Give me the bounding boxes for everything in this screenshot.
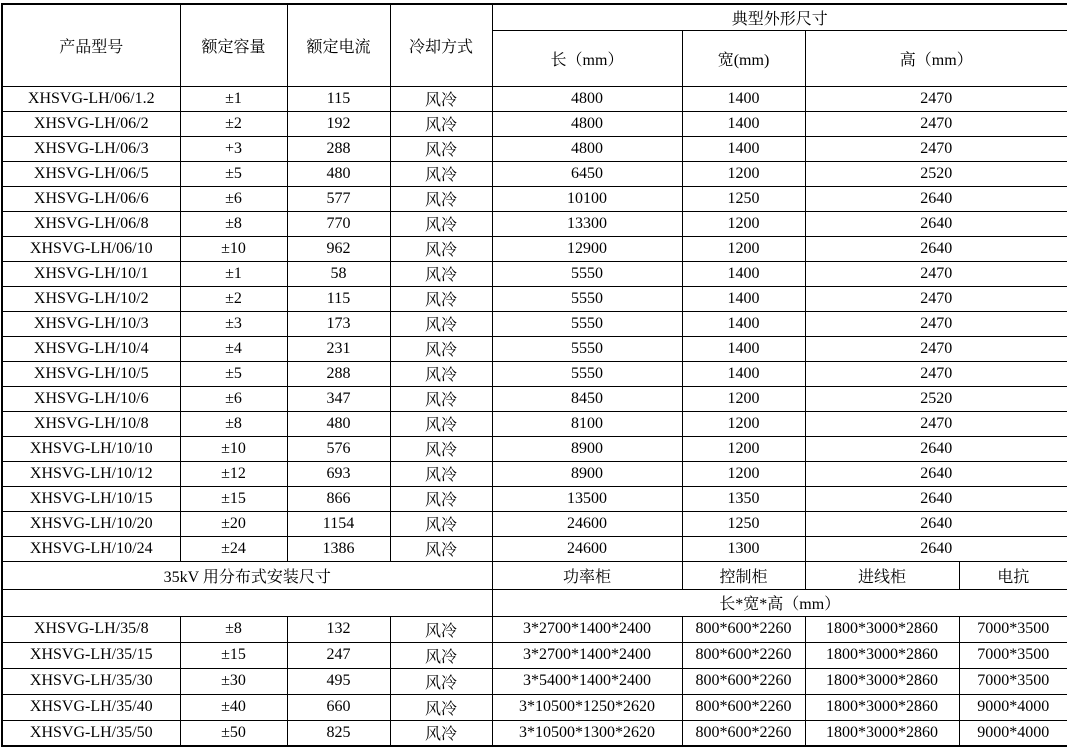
table-cell: 1200: [682, 386, 805, 411]
table-cell: 13300: [492, 211, 682, 236]
table-cell: 24600: [492, 536, 682, 561]
table-row: [2, 161, 1067, 186]
table-cell: XHSVG-LH/35/40: [2, 694, 180, 720]
table-cell: ±2: [180, 111, 287, 136]
table-cell: 风冷: [390, 536, 492, 561]
table-row: [2, 668, 1067, 694]
col-header-reactor: 电抗: [959, 561, 1067, 589]
table-cell: 4800: [492, 111, 682, 136]
table-cell: XHSVG-LH/06/6: [2, 186, 180, 211]
table-row: [2, 536, 1067, 561]
table-row: [2, 261, 1067, 286]
table-cell: 风冷: [390, 720, 492, 746]
table-cell: 1250: [682, 511, 805, 536]
table-cell: 风冷: [390, 386, 492, 411]
table-cell: 风冷: [390, 411, 492, 436]
table-cell: ±8: [180, 616, 287, 642]
table-cell: 风冷: [390, 211, 492, 236]
table-cell: ±5: [180, 161, 287, 186]
table-cell: 770: [287, 211, 390, 236]
table-row: [2, 236, 1067, 261]
table-cell: 4800: [492, 86, 682, 111]
table-cell: 480: [287, 411, 390, 436]
col-header-power-cabinet: 功率柜: [492, 561, 682, 589]
table-cell: 风冷: [390, 436, 492, 461]
table-cell: XHSVG-LH/10/20: [2, 511, 180, 536]
table-cell: XHSVG-LH/06/5: [2, 161, 180, 186]
table-cell: 8450: [492, 386, 682, 411]
table-cell: 660: [287, 694, 390, 720]
table-cell: 风冷: [390, 186, 492, 211]
table-row: [2, 461, 1067, 486]
table-cell: ±3: [180, 311, 287, 336]
col-header-typical-dimensions-group: 典型外形尺寸: [492, 4, 1067, 30]
table-cell: 1400: [682, 136, 805, 161]
table-cell: XHSVG-LH/35/15: [2, 642, 180, 668]
table-cell: 风冷: [390, 511, 492, 536]
table-cell: 800*600*2260: [682, 616, 805, 642]
table-cell: XHSVG-LH/06/1.2: [2, 86, 180, 111]
table-cell: XHSVG-LH/10/3: [2, 311, 180, 336]
section2-dims-row: [2, 589, 1067, 616]
table-cell: 115: [287, 286, 390, 311]
table-cell: XHSVG-LH/06/10: [2, 236, 180, 261]
table-cell: +3: [180, 136, 287, 161]
table-cell: 288: [287, 361, 390, 386]
table-cell: 4800: [492, 136, 682, 161]
table-cell: 2640: [805, 536, 1067, 561]
col-header-cooling-method: 冷却方式: [390, 4, 492, 86]
table-cell: 风冷: [390, 86, 492, 111]
table-cell: 2640: [805, 486, 1067, 511]
table-cell: XHSVG-LH/10/5: [2, 361, 180, 386]
col-header-width-mm: 宽(mm): [682, 30, 805, 86]
table-row: [2, 211, 1067, 236]
table-cell: 风冷: [390, 486, 492, 511]
table-cell: 1200: [682, 436, 805, 461]
table-cell: XHSVG-LH/35/8: [2, 616, 180, 642]
table-cell: 576: [287, 436, 390, 461]
table-cell: 962: [287, 236, 390, 261]
table-row: [2, 311, 1067, 336]
table-cell: 风冷: [390, 261, 492, 286]
table-cell: 7000*3500: [959, 642, 1067, 668]
table-cell: 800*600*2260: [682, 694, 805, 720]
table-cell: 1400: [682, 86, 805, 111]
table-row: [2, 616, 1067, 642]
table-cell: 58: [287, 261, 390, 286]
table-cell: 2470: [805, 361, 1067, 386]
table-row: [2, 186, 1067, 211]
section2-dims-label: 长*宽*高（mm）: [492, 589, 1067, 616]
table-cell: 1400: [682, 286, 805, 311]
table-cell: 风冷: [390, 694, 492, 720]
table-cell: 5550: [492, 286, 682, 311]
table-cell: 1800*3000*2860: [805, 668, 959, 694]
table-cell: ±30: [180, 668, 287, 694]
table-cell: 1386: [287, 536, 390, 561]
table-cell: 7000*3500: [959, 668, 1067, 694]
table-cell: XHSVG-LH/10/8: [2, 411, 180, 436]
table-cell: 2520: [805, 161, 1067, 186]
table-cell: 8900: [492, 461, 682, 486]
table-cell: 1200: [682, 461, 805, 486]
table-cell: 6450: [492, 161, 682, 186]
empty-cell: [2, 589, 492, 616]
table-cell: 风冷: [390, 161, 492, 186]
table-cell: 3*10500*1300*2620: [492, 720, 682, 746]
table-cell: 7000*3500: [959, 616, 1067, 642]
table-cell: XHSVG-LH/10/4: [2, 336, 180, 361]
table-cell: 3*2700*1400*2400: [492, 616, 682, 642]
table-cell: XHSVG-LH/10/15: [2, 486, 180, 511]
table-cell: 10100: [492, 186, 682, 211]
table-cell: 2640: [805, 511, 1067, 536]
table-cell: 800*600*2260: [682, 642, 805, 668]
table-cell: 风冷: [390, 136, 492, 161]
table-cell: ±20: [180, 511, 287, 536]
table-cell: 2470: [805, 111, 1067, 136]
section2-body: [2, 616, 1067, 746]
table-cell: 9000*4000: [959, 694, 1067, 720]
table-cell: 风冷: [390, 236, 492, 261]
table-cell: XHSVG-LH/10/1: [2, 261, 180, 286]
table-cell: 风冷: [390, 361, 492, 386]
table-cell: 1400: [682, 261, 805, 286]
table-row: [2, 411, 1067, 436]
table-cell: 2470: [805, 261, 1067, 286]
table-cell: 1300: [682, 536, 805, 561]
col-header-incoming-cabinet: 进线柜: [805, 561, 959, 589]
table-cell: 1200: [682, 211, 805, 236]
table-cell: 3*2700*1400*2400: [492, 642, 682, 668]
table-cell: ±1: [180, 261, 287, 286]
section2-header-row: [2, 561, 1067, 589]
table-cell: 1200: [682, 236, 805, 261]
table-cell: XHSVG-LH/10/24: [2, 536, 180, 561]
table-cell: 1800*3000*2860: [805, 694, 959, 720]
table-cell: XHSVG-LH/06/8: [2, 211, 180, 236]
table-cell: 2640: [805, 436, 1067, 461]
table-cell: 5550: [492, 261, 682, 286]
table-cell: 231: [287, 336, 390, 361]
table-cell: 1400: [682, 336, 805, 361]
table-cell: 2470: [805, 311, 1067, 336]
table-cell: 5550: [492, 311, 682, 336]
table-cell: ±4: [180, 336, 287, 361]
table-cell: 5550: [492, 361, 682, 386]
table-cell: 2470: [805, 286, 1067, 311]
table-cell: 风冷: [390, 336, 492, 361]
table-cell: 192: [287, 111, 390, 136]
table-row: [2, 642, 1067, 668]
table-cell: ±10: [180, 436, 287, 461]
table-cell: XHSVG-LH/10/10: [2, 436, 180, 461]
table-row: [2, 436, 1067, 461]
table-row: [2, 511, 1067, 536]
table-cell: ±8: [180, 211, 287, 236]
table-cell: 1200: [682, 411, 805, 436]
table-cell: XHSVG-LH/10/6: [2, 386, 180, 411]
table-cell: 1800*3000*2860: [805, 616, 959, 642]
table-row: [2, 86, 1067, 111]
col-header-product-model: 产品型号: [2, 4, 180, 86]
table-cell: 825: [287, 720, 390, 746]
table-row: [2, 694, 1067, 720]
table-row: [2, 720, 1067, 746]
table-cell: ±12: [180, 461, 287, 486]
table-cell: 2640: [805, 211, 1067, 236]
table-cell: ±8: [180, 411, 287, 436]
table-cell: 风冷: [390, 668, 492, 694]
col-header-rated-capacity: 额定容量: [180, 4, 287, 86]
table-cell: XHSVG-LH/06/2: [2, 111, 180, 136]
table-cell: ±15: [180, 486, 287, 511]
table-cell: ±40: [180, 694, 287, 720]
table-cell: 2470: [805, 336, 1067, 361]
table-cell: 1400: [682, 361, 805, 386]
table-row: [2, 486, 1067, 511]
table-cell: 866: [287, 486, 390, 511]
table-cell: 8900: [492, 436, 682, 461]
table-cell: 3*5400*1400*2400: [492, 668, 682, 694]
table-cell: XHSVG-LH/35/50: [2, 720, 180, 746]
table-cell: 800*600*2260: [682, 668, 805, 694]
table-cell: ±5: [180, 361, 287, 386]
table-cell: 5550: [492, 336, 682, 361]
table-cell: ±15: [180, 642, 287, 668]
section1-body: [2, 86, 1067, 561]
table-cell: 247: [287, 642, 390, 668]
table-row: [2, 386, 1067, 411]
section2-header: [2, 561, 1067, 616]
table-cell: ±24: [180, 536, 287, 561]
table-row: [2, 286, 1067, 311]
table-cell: 347: [287, 386, 390, 411]
table-cell: 风冷: [390, 111, 492, 136]
table-row: [2, 111, 1067, 136]
table-cell: XHSVG-LH/10/2: [2, 286, 180, 311]
table-cell: ±1: [180, 86, 287, 111]
table-cell: 1154: [287, 511, 390, 536]
table-cell: 1350: [682, 486, 805, 511]
table-cell: 115: [287, 86, 390, 111]
table-cell: ±10: [180, 236, 287, 261]
product-spec-table: [1, 3, 1067, 747]
table-cell: 8100: [492, 411, 682, 436]
section2-title: 35kV 用分布式安装尺寸: [2, 561, 492, 589]
table-row: [2, 136, 1067, 161]
table-cell: 2640: [805, 186, 1067, 211]
table-cell: 13500: [492, 486, 682, 511]
table-cell: 1250: [682, 186, 805, 211]
table-cell: 132: [287, 616, 390, 642]
table-cell: 24600: [492, 511, 682, 536]
table-cell: XHSVG-LH/06/3: [2, 136, 180, 161]
table-row: [2, 361, 1067, 386]
table-cell: XHSVG-LH/35/30: [2, 668, 180, 694]
table-cell: 1800*3000*2860: [805, 720, 959, 746]
table-cell: 800*600*2260: [682, 720, 805, 746]
table-cell: 1400: [682, 111, 805, 136]
table-cell: 9000*4000: [959, 720, 1067, 746]
table-cell: 风冷: [390, 311, 492, 336]
table-cell: 风冷: [390, 616, 492, 642]
header-row-1: [2, 4, 1067, 30]
table-cell: 2470: [805, 86, 1067, 111]
table-cell: 3*10500*1250*2620: [492, 694, 682, 720]
table-cell: 2470: [805, 411, 1067, 436]
table-cell: 风冷: [390, 286, 492, 311]
table-cell: 495: [287, 668, 390, 694]
table-cell: ±6: [180, 386, 287, 411]
table-cell: ±50: [180, 720, 287, 746]
table-cell: 2520: [805, 386, 1067, 411]
col-header-control-cabinet: 控制柜: [682, 561, 805, 589]
table-cell: ±2: [180, 286, 287, 311]
col-header-rated-current: 额定电流: [287, 4, 390, 86]
table-cell: 577: [287, 186, 390, 211]
col-header-height-mm: 高（mm）: [805, 30, 1067, 86]
table-cell: 480: [287, 161, 390, 186]
table-cell: 288: [287, 136, 390, 161]
table-cell: ±6: [180, 186, 287, 211]
table-cell: 12900: [492, 236, 682, 261]
table-cell: 2640: [805, 236, 1067, 261]
table-cell: XHSVG-LH/10/12: [2, 461, 180, 486]
table-cell: 693: [287, 461, 390, 486]
table-row: [2, 336, 1067, 361]
table-cell: 风冷: [390, 461, 492, 486]
col-header-length-mm: 长（mm）: [492, 30, 682, 86]
table-cell: 1800*3000*2860: [805, 642, 959, 668]
table-cell: 1400: [682, 311, 805, 336]
table-cell: 2640: [805, 461, 1067, 486]
table-cell: 2470: [805, 136, 1067, 161]
table-cell: 风冷: [390, 642, 492, 668]
table-cell: 1200: [682, 161, 805, 186]
table-cell: 173: [287, 311, 390, 336]
